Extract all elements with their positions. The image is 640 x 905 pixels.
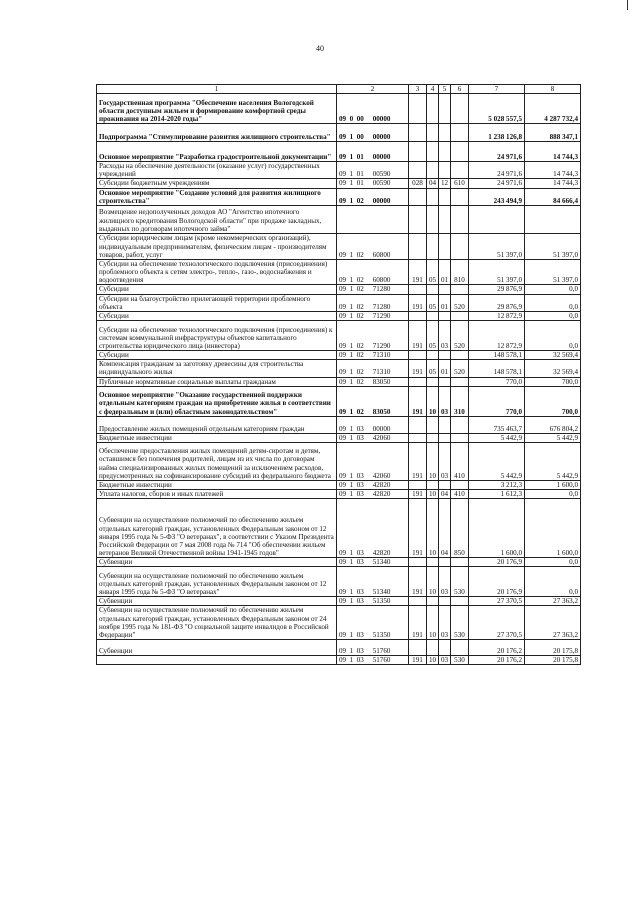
table-row <box>97 321 581 351</box>
row-amount-year-1: 148 578,1 <box>469 360 525 377</box>
page-edge-mark <box>627 0 628 10</box>
row-amount-year-2: 1 600,0 <box>525 499 581 558</box>
row-expense-type-code <box>451 124 469 142</box>
table-row <box>97 124 581 142</box>
row-expense-type-code <box>451 94 469 124</box>
table-row <box>97 351 581 360</box>
row-amount-year-1: 770,0 <box>469 377 525 386</box>
row-amount-year-1: 20 176,2 <box>469 656 525 665</box>
table-row <box>97 162 581 179</box>
row-section-code <box>427 480 439 489</box>
row-expense-type-code <box>451 233 469 259</box>
row-amount-year-2: 0,0 <box>525 567 581 597</box>
row-expense-type-code <box>451 351 469 360</box>
row-subsection-code <box>439 351 451 360</box>
row-expense-type-code <box>451 188 469 205</box>
row-amount-year-2: 676 804,2 <box>525 416 581 433</box>
row-ministry-code <box>409 188 427 205</box>
row-classification-code: 09 1 02 83050 <box>337 386 409 416</box>
table-row <box>97 259 581 284</box>
row-ministry-code <box>409 377 427 386</box>
row-expense-type-code: 310 <box>451 386 469 416</box>
row-name: Обеспечение предоставления жилых помещений детям-сиротам и детям, оставшимся без попечения родителей, лицам из их числа по договорам найма специализированных жилых помещений за исключением расходов, предусмотренных на софинансирование субсидий из федерального бюджета <box>97 442 337 480</box>
row-classification-code: 09 1 03 42820 <box>337 489 409 498</box>
row-ministry-code <box>409 597 427 606</box>
row-section-code <box>427 142 439 162</box>
row-amount-year-2: 888 347,1 <box>525 124 581 142</box>
row-section-code: 05 <box>427 360 439 377</box>
row-expense-type-code <box>451 433 469 442</box>
row-classification-code: 09 1 03 51340 <box>337 567 409 597</box>
row-amount-year-1: 12 872,9 <box>469 321 525 351</box>
row-classification-code: 09 1 03 51340 <box>337 558 409 567</box>
row-name: Субвенции <box>97 640 337 656</box>
row-amount-year-2: 1 600,0 <box>525 480 581 489</box>
row-amount-year-1: 20 176,2 <box>469 640 525 656</box>
row-classification-code <box>337 205 409 233</box>
row-expense-type-code <box>451 205 469 233</box>
column-header: 2 <box>337 85 409 94</box>
row-expense-type-code: 610 <box>451 179 469 188</box>
row-ministry-code: 191 <box>409 656 427 665</box>
table-row <box>97 386 581 416</box>
row-classification-code: 09 1 03 51350 <box>337 606 409 640</box>
row-subsection-code <box>439 124 451 142</box>
row-subsection-code <box>439 285 451 294</box>
row-section-code: 05 <box>427 294 439 311</box>
row-ministry-code: 191 <box>409 499 427 558</box>
row-section-code: 05 <box>427 321 439 351</box>
row-amount-year-1: 51 397,0 <box>469 259 525 284</box>
row-subsection-code <box>439 416 451 433</box>
row-section-code <box>427 285 439 294</box>
row-subsection-code <box>439 597 451 606</box>
row-amount-year-1: 243 494,9 <box>469 188 525 205</box>
row-amount-year-2: 14 744,3 <box>525 142 581 162</box>
row-ministry-code <box>409 640 427 656</box>
row-section-code <box>427 351 439 360</box>
row-subsection-code: 03 <box>439 606 451 640</box>
row-name: Субсидии юридическим лицам (кроме некоммерческих организаций), индивидуальным предпринимателям, физическим лицам - производителям товаров, работ, услуг <box>97 233 337 259</box>
row-classification-code: 09 1 02 60800 <box>337 233 409 259</box>
row-amount-year-1: 20 176,9 <box>469 558 525 567</box>
row-classification-code: 09 1 03 00000 <box>337 416 409 433</box>
row-classification-code: 09 1 02 83050 <box>337 377 409 386</box>
row-subsection-code: 04 <box>439 499 451 558</box>
row-expense-type-code <box>451 142 469 162</box>
row-expense-type-code: 850 <box>451 499 469 558</box>
row-amount-year-2: 0,0 <box>525 321 581 351</box>
row-section-code <box>427 558 439 567</box>
row-subsection-code <box>439 188 451 205</box>
row-amount-year-2: 20 175,8 <box>525 656 581 665</box>
table-row <box>97 499 581 558</box>
row-ministry-code <box>409 162 427 179</box>
row-name: Основное мероприятие "Оказание государственной поддержки отдельным категориям граждан на приобретение жилья в соответствии с федеральным и (или) областным законодательством" <box>97 386 337 416</box>
row-section-code <box>427 94 439 124</box>
row-amount-year-1: 1 238 126,8 <box>469 124 525 142</box>
row-subsection-code <box>439 233 451 259</box>
row-amount-year-1: 12 872,9 <box>469 311 525 320</box>
table-row <box>97 188 581 205</box>
row-name: Компенсация гражданам за заготовку древесины для строительства индивидуального жилья <box>97 360 337 377</box>
row-name <box>97 656 337 665</box>
row-amount-year-1: 770,0 <box>469 386 525 416</box>
row-ministry-code: 191 <box>409 321 427 351</box>
row-section-code <box>427 433 439 442</box>
row-name: Субсидии <box>97 285 337 294</box>
row-section-code: 10 <box>427 656 439 665</box>
row-expense-type-code <box>451 285 469 294</box>
row-name: Подпрограмма "Стимулирование развития жилищного строительства" <box>97 124 337 142</box>
row-expense-type-code <box>451 597 469 606</box>
row-name: Бюджетные инвестиции <box>97 433 337 442</box>
row-expense-type-code <box>451 480 469 489</box>
table-row <box>97 416 581 433</box>
row-amount-year-2: 27 363,2 <box>525 597 581 606</box>
row-amount-year-1: 5 442,9 <box>469 442 525 480</box>
row-amount-year-1: 24 971,6 <box>469 162 525 179</box>
row-expense-type-code <box>451 416 469 433</box>
row-classification-code: 09 1 03 51760 <box>337 656 409 665</box>
row-ministry-code: 191 <box>409 567 427 597</box>
row-classification-code: 09 1 02 71280 <box>337 294 409 311</box>
row-subsection-code: 01 <box>439 294 451 311</box>
column-header: 8 <box>525 85 581 94</box>
row-name: Предоставление жилых помещений отдельным категориям граждан <box>97 416 337 433</box>
row-classification-code: 09 1 01 00590 <box>337 179 409 188</box>
column-header: 3 <box>409 85 427 94</box>
table-row <box>97 377 581 386</box>
row-ministry-code: 191 <box>409 360 427 377</box>
row-classification-code: 09 1 00 00000 <box>337 124 409 142</box>
row-expense-type-code: 810 <box>451 259 469 284</box>
column-header: 1 <box>97 85 337 94</box>
row-subsection-code: 04 <box>439 489 451 498</box>
row-section-code <box>427 124 439 142</box>
row-name: Субвенции <box>97 597 337 606</box>
table-row <box>97 294 581 311</box>
row-ministry-code <box>409 124 427 142</box>
table-row <box>97 480 581 489</box>
row-ministry-code <box>409 311 427 320</box>
row-amount-year-1: 29 876,9 <box>469 285 525 294</box>
row-classification-code: 09 1 03 51350 <box>337 597 409 606</box>
row-classification-code: 09 1 02 71310 <box>337 360 409 377</box>
row-name: Бюджетные инвестиции <box>97 480 337 489</box>
row-classification-code: 09 1 02 71290 <box>337 311 409 320</box>
row-classification-code: 09 1 03 42060 <box>337 442 409 480</box>
row-classification-code: 09 0 00 00000 <box>337 94 409 124</box>
row-section-code <box>427 377 439 386</box>
row-amount-year-1 <box>469 205 525 233</box>
row-amount-year-2: 84 666,4 <box>525 188 581 205</box>
row-amount-year-1: 1 600,0 <box>469 499 525 558</box>
row-amount-year-2: 5 442,9 <box>525 433 581 442</box>
row-name: Субвенции на осуществление полномочий по обеспечению жильем отдельных категорий граждан, установленных Федеральным законом от 24 ноября 1995 года № 181-ФЗ "О социальной защите инвалидов в Российской Федерации" <box>97 606 337 640</box>
column-number-row <box>97 85 581 94</box>
row-expense-type-code <box>451 311 469 320</box>
row-section-code <box>427 162 439 179</box>
row-name: Основное мероприятие "Разработка градостроительной документации" <box>97 142 337 162</box>
row-name: Субвенции на осуществление полномочий по обеспечению жильем отдельных категорий граждан, установленных Федеральным законом от 12 января 1995 года № 5-ФЗ "О ветеранах", в соответствии с Указом Президента Российской Федерации от 7 мая 2008 года № 714 "Об обеспечении жильем ветеранов Великой Отечественной войны 1941-1945 годов" <box>97 499 337 558</box>
table-row <box>97 233 581 259</box>
row-amount-year-2: 51 397,0 <box>525 259 581 284</box>
row-section-code <box>427 416 439 433</box>
row-subsection-code: 03 <box>439 656 451 665</box>
table-row <box>97 205 581 233</box>
row-subsection-code <box>439 558 451 567</box>
row-amount-year-1: 5 442,9 <box>469 433 525 442</box>
row-expense-type-code <box>451 640 469 656</box>
row-amount-year-1: 3 212,3 <box>469 480 525 489</box>
table-row <box>97 142 581 162</box>
row-classification-code: 09 1 03 42820 <box>337 499 409 558</box>
table-row <box>97 311 581 320</box>
row-amount-year-1: 27 370,5 <box>469 597 525 606</box>
row-subsection-code <box>439 433 451 442</box>
row-amount-year-2: 5 442,9 <box>525 442 581 480</box>
row-section-code <box>427 311 439 320</box>
row-classification-code: 09 1 01 00590 <box>337 162 409 179</box>
row-subsection-code: 03 <box>439 386 451 416</box>
row-subsection-code <box>439 377 451 386</box>
row-amount-year-1: 1 612,3 <box>469 489 525 498</box>
row-amount-year-2: 0,0 <box>525 294 581 311</box>
row-name: Государственная программа "Обеспечение населения Вологодской области доступным жильем и формирование комфортной среды проживания на 2014-2020 годы" <box>97 94 337 124</box>
row-expense-type-code: 520 <box>451 360 469 377</box>
row-name: Субсидии <box>97 351 337 360</box>
row-amount-year-2: 0,0 <box>525 558 581 567</box>
table-row <box>97 640 581 656</box>
row-amount-year-2: 700,0 <box>525 386 581 416</box>
row-amount-year-2: 14 744,3 <box>525 179 581 188</box>
row-ministry-code: 028 <box>409 179 427 188</box>
row-expense-type-code: 520 <box>451 321 469 351</box>
table-row <box>97 597 581 606</box>
row-section-code <box>427 233 439 259</box>
table-row <box>97 606 581 640</box>
row-subsection-code: 01 <box>439 360 451 377</box>
row-amount-year-1: 5 028 557,5 <box>469 94 525 124</box>
row-amount-year-1: 29 876,9 <box>469 294 525 311</box>
row-name: Расходы на обеспечение деятельности (оказание услуг) государственных учреждений <box>97 162 337 179</box>
row-amount-year-2: 4 287 732,4 <box>525 94 581 124</box>
row-classification-code: 09 1 01 00000 <box>337 142 409 162</box>
row-subsection-code: 03 <box>439 442 451 480</box>
row-classification-code: 09 1 03 42060 <box>337 433 409 442</box>
row-name: Уплата налогов, сборов и иных платежей <box>97 489 337 498</box>
row-amount-year-2: 14 744,3 <box>525 162 581 179</box>
row-section-code: 04 <box>427 179 439 188</box>
row-ministry-code: 191 <box>409 294 427 311</box>
row-classification-code: 09 1 02 71310 <box>337 351 409 360</box>
row-classification-code: 09 1 02 00000 <box>337 188 409 205</box>
row-subsection-code <box>439 640 451 656</box>
row-section-code: 10 <box>427 606 439 640</box>
row-subsection-code <box>439 142 451 162</box>
row-name: Основное мероприятие "Создание условий для развития жилищного строительства" <box>97 188 337 205</box>
row-section-code <box>427 597 439 606</box>
row-subsection-code: 01 <box>439 259 451 284</box>
row-ministry-code <box>409 480 427 489</box>
row-classification-code: 09 1 03 42820 <box>337 480 409 489</box>
row-classification-code: 09 1 02 71290 <box>337 321 409 351</box>
row-amount-year-1: 51 397,0 <box>469 233 525 259</box>
row-amount-year-2: 32 569,4 <box>525 351 581 360</box>
row-section-code: 10 <box>427 489 439 498</box>
row-amount-year-1: 20 176,9 <box>469 567 525 597</box>
row-classification-code: 09 1 02 71280 <box>337 285 409 294</box>
row-ministry-code: 191 <box>409 442 427 480</box>
row-section-code: 05 <box>427 259 439 284</box>
row-name: Субсидии на благоустройство прилегающей территории проблемного объекта <box>97 294 337 311</box>
table-row <box>97 489 581 498</box>
row-expense-type-code: 530 <box>451 567 469 597</box>
row-expense-type-code <box>451 558 469 567</box>
row-subsection-code <box>439 311 451 320</box>
table-row <box>97 179 581 188</box>
page-number: 40 <box>316 44 324 53</box>
row-section-code <box>427 640 439 656</box>
row-ministry-code: 191 <box>409 386 427 416</box>
row-amount-year-2 <box>525 205 581 233</box>
row-section-code <box>427 205 439 233</box>
row-section-code: 10 <box>427 499 439 558</box>
row-section-code <box>427 188 439 205</box>
row-subsection-code <box>439 162 451 179</box>
row-amount-year-2: 0,0 <box>525 285 581 294</box>
budget-table <box>96 84 581 665</box>
row-amount-year-1: 24 971,6 <box>469 142 525 162</box>
column-header: 7 <box>469 85 525 94</box>
row-name: Субвенции на осуществление полномочий по обеспечению жильем отдельных категорий граждан, установленных Федеральным законом от 12 января 1995 года № 5-ФЗ "О ветеранах" <box>97 567 337 597</box>
row-expense-type-code: 530 <box>451 656 469 665</box>
row-name: Субсидии на обеспечение технологического подключения (присоединения) проблемного объекта к сетям электро-, тепло-, газо-, водоснабжения и водоотведения <box>97 259 337 284</box>
row-ministry-code <box>409 433 427 442</box>
row-amount-year-1: 735 463,7 <box>469 416 525 433</box>
row-ministry-code <box>409 416 427 433</box>
row-ministry-code: 191 <box>409 606 427 640</box>
row-subsection-code <box>439 94 451 124</box>
row-section-code: 10 <box>427 386 439 416</box>
column-header: 4 <box>427 85 439 94</box>
row-amount-year-2: 700,0 <box>525 377 581 386</box>
row-expense-type-code <box>451 162 469 179</box>
row-name: Субсидии <box>97 311 337 320</box>
row-expense-type-code <box>451 377 469 386</box>
row-expense-type-code: 520 <box>451 294 469 311</box>
row-amount-year-2: 0,0 <box>525 489 581 498</box>
row-ministry-code <box>409 205 427 233</box>
row-ministry-code: 191 <box>409 259 427 284</box>
row-ministry-code <box>409 285 427 294</box>
row-ministry-code <box>409 233 427 259</box>
row-amount-year-1: 24 971,6 <box>469 179 525 188</box>
row-name: Субсидии на обеспечение технологического подключения (присоединения) к системам коммунальной инфраструктуры объектов капитального строительства юридического лица (инвестора) <box>97 321 337 351</box>
row-ministry-code: 191 <box>409 489 427 498</box>
row-name: Возмещение недополученных доходов АО "Агентство ипотечного жилищного кредитования Вологодской области" при продаже закладных, выданных по договорам ипотечного займа" <box>97 205 337 233</box>
row-ministry-code <box>409 142 427 162</box>
row-amount-year-2: 27 363,2 <box>525 606 581 640</box>
table-row <box>97 360 581 377</box>
row-amount-year-2: 51 397,0 <box>525 233 581 259</box>
table-row <box>97 656 581 665</box>
row-name: Субвенции <box>97 558 337 567</box>
row-expense-type-code: 410 <box>451 442 469 480</box>
row-amount-year-2: 20 175,8 <box>525 640 581 656</box>
row-subsection-code <box>439 480 451 489</box>
column-header: 6 <box>451 85 469 94</box>
row-section-code: 10 <box>427 567 439 597</box>
row-subsection-code: 12 <box>439 179 451 188</box>
row-ministry-code <box>409 558 427 567</box>
row-classification-code: 09 1 03 51760 <box>337 640 409 656</box>
row-expense-type-code: 410 <box>451 489 469 498</box>
row-amount-year-1: 27 370,5 <box>469 606 525 640</box>
table-row <box>97 567 581 597</box>
row-ministry-code <box>409 351 427 360</box>
row-section-code: 10 <box>427 442 439 480</box>
row-subsection-code: 03 <box>439 567 451 597</box>
row-amount-year-2: 32 569,4 <box>525 360 581 377</box>
row-expense-type-code: 530 <box>451 606 469 640</box>
table-row <box>97 433 581 442</box>
row-classification-code: 09 1 02 60800 <box>337 259 409 284</box>
row-amount-year-1: 148 578,1 <box>469 351 525 360</box>
column-header: 5 <box>439 85 451 94</box>
row-subsection-code: 03 <box>439 321 451 351</box>
row-name: Субсидии бюджетным учреждениям <box>97 179 337 188</box>
row-ministry-code <box>409 94 427 124</box>
table-row <box>97 94 581 124</box>
row-subsection-code <box>439 205 451 233</box>
table-row <box>97 558 581 567</box>
row-name: Публичные нормативные социальные выплаты гражданам <box>97 377 337 386</box>
budget-table-body <box>97 85 581 665</box>
table-row <box>97 442 581 480</box>
table-row <box>97 285 581 294</box>
row-amount-year-2: 0,0 <box>525 311 581 320</box>
